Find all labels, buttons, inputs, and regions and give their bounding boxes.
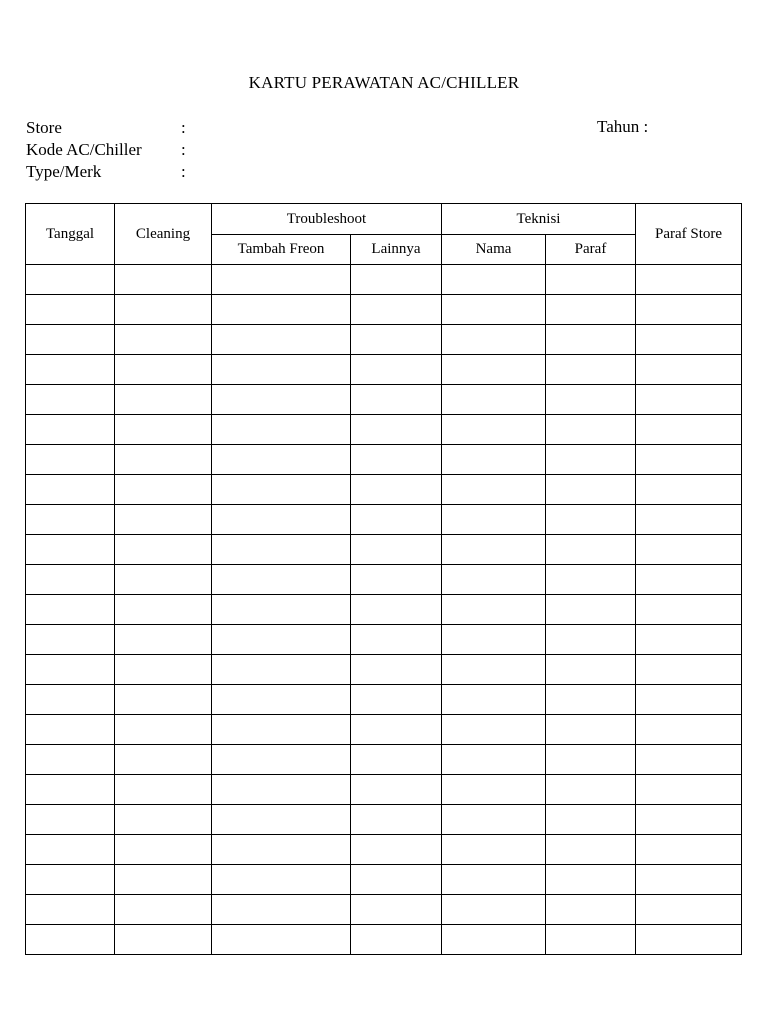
cell-nama[interactable] <box>442 385 546 415</box>
cell-tanggal[interactable] <box>26 805 115 835</box>
cell-lainnya[interactable] <box>351 745 442 775</box>
cell-paraf[interactable] <box>546 535 636 565</box>
cell-tambah-freon[interactable] <box>212 625 351 655</box>
cell-paraf-store[interactable] <box>636 925 742 955</box>
cell-cleaning[interactable] <box>115 595 212 625</box>
table-row <box>26 835 742 865</box>
cell-paraf[interactable] <box>546 505 636 535</box>
cell-tambah-freon[interactable] <box>212 385 351 415</box>
header-lainnya: Lainnya <box>351 235 442 265</box>
cell-nama[interactable] <box>442 595 546 625</box>
cell-tanggal[interactable] <box>26 925 115 955</box>
cell-paraf[interactable] <box>546 775 636 805</box>
cell-tambah-freon[interactable] <box>212 505 351 535</box>
cell-lainnya[interactable] <box>351 895 442 925</box>
cell-tambah-freon[interactable] <box>212 745 351 775</box>
header-troubleshoot: Troubleshoot <box>212 204 442 235</box>
cell-lainnya[interactable] <box>351 625 442 655</box>
field-colon: : <box>181 162 186 181</box>
cell-tanggal[interactable] <box>26 715 115 745</box>
cell-paraf[interactable] <box>546 805 636 835</box>
cell-lainnya[interactable] <box>351 715 442 745</box>
cell-nama[interactable] <box>442 805 546 835</box>
table-row <box>26 865 742 895</box>
cell-paraf-store[interactable] <box>636 265 742 295</box>
cell-lainnya[interactable] <box>351 505 442 535</box>
cell-lainnya[interactable] <box>351 865 442 895</box>
cell-cleaning[interactable] <box>115 925 212 955</box>
table-row <box>26 535 742 565</box>
cell-paraf-store[interactable] <box>636 295 742 325</box>
cell-nama[interactable] <box>442 685 546 715</box>
cell-cleaning[interactable] <box>115 475 212 505</box>
cell-nama[interactable] <box>442 535 546 565</box>
cell-tanggal[interactable] <box>26 505 115 535</box>
cell-nama[interactable] <box>442 865 546 895</box>
cell-paraf-store[interactable] <box>636 505 742 535</box>
cell-paraf[interactable] <box>546 445 636 475</box>
cell-cleaning[interactable] <box>115 265 212 295</box>
cell-paraf-store[interactable] <box>636 325 742 355</box>
cell-nama[interactable] <box>442 355 546 385</box>
header-teknisi: Teknisi <box>442 204 636 235</box>
cell-lainnya[interactable] <box>351 355 442 385</box>
cell-lainnya[interactable] <box>351 775 442 805</box>
cell-nama[interactable] <box>442 505 546 535</box>
table-row <box>26 325 742 355</box>
header-paraf-store: Paraf Store <box>636 204 742 265</box>
cell-paraf-store[interactable] <box>636 385 742 415</box>
cell-tambah-freon[interactable] <box>212 865 351 895</box>
cell-lainnya[interactable] <box>351 655 442 685</box>
cell-tanggal[interactable] <box>26 895 115 925</box>
cell-tanggal[interactable] <box>26 325 115 355</box>
cell-tanggal[interactable] <box>26 865 115 895</box>
cell-paraf-store[interactable] <box>636 835 742 865</box>
cell-cleaning[interactable] <box>115 715 212 745</box>
cell-cleaning[interactable] <box>115 805 212 835</box>
cell-tanggal[interactable] <box>26 655 115 685</box>
table-row <box>26 445 742 475</box>
table-row <box>26 745 742 775</box>
cell-lainnya[interactable] <box>351 565 442 595</box>
cell-tambah-freon[interactable] <box>212 415 351 445</box>
cell-cleaning[interactable] <box>115 865 212 895</box>
table-row <box>26 475 742 505</box>
field-label: Kode AC/Chiller <box>26 140 142 159</box>
cell-nama[interactable] <box>442 565 546 595</box>
cell-lainnya[interactable] <box>351 475 442 505</box>
field-tahun: Tahun : <box>597 117 649 136</box>
cell-paraf-store[interactable] <box>636 475 742 505</box>
cell-paraf[interactable] <box>546 745 636 775</box>
cell-tambah-freon[interactable] <box>212 805 351 835</box>
cell-tambah-freon[interactable] <box>212 895 351 925</box>
cell-tambah-freon[interactable] <box>212 595 351 625</box>
cell-paraf[interactable] <box>546 655 636 685</box>
cell-paraf-store[interactable] <box>636 895 742 925</box>
cell-paraf[interactable] <box>546 265 636 295</box>
table-row <box>26 355 742 385</box>
table-row <box>26 385 742 415</box>
cell-paraf[interactable] <box>546 715 636 745</box>
cell-cleaning[interactable] <box>115 895 212 925</box>
cell-nama[interactable] <box>442 295 546 325</box>
cell-tanggal[interactable] <box>26 685 115 715</box>
cell-tambah-freon[interactable] <box>212 655 351 685</box>
header-cleaning: Cleaning <box>115 204 212 265</box>
cell-tambah-freon[interactable] <box>212 475 351 505</box>
field-colon: : <box>181 118 186 137</box>
cell-nama[interactable] <box>442 895 546 925</box>
cell-nama[interactable] <box>442 925 546 955</box>
cell-nama[interactable] <box>442 475 546 505</box>
cell-cleaning[interactable] <box>115 745 212 775</box>
table-row <box>26 595 742 625</box>
cell-paraf-store[interactable] <box>636 415 742 445</box>
cell-lainnya[interactable] <box>351 925 442 955</box>
header-nama: Nama <box>442 235 546 265</box>
cell-tanggal[interactable] <box>26 415 115 445</box>
cell-paraf-store[interactable] <box>636 655 742 685</box>
cell-cleaning[interactable] <box>115 505 212 535</box>
cell-paraf[interactable] <box>546 295 636 325</box>
cell-paraf-store[interactable] <box>636 625 742 655</box>
cell-tanggal[interactable] <box>26 775 115 805</box>
cell-nama[interactable] <box>442 715 546 745</box>
cell-lainnya[interactable] <box>351 685 442 715</box>
cell-nama[interactable] <box>442 835 546 865</box>
header-paraf: Paraf <box>546 235 636 265</box>
table-row <box>26 685 742 715</box>
cell-tambah-freon[interactable] <box>212 925 351 955</box>
cell-nama[interactable] <box>442 745 546 775</box>
cell-tambah-freon[interactable] <box>212 775 351 805</box>
cell-nama[interactable] <box>442 265 546 295</box>
cell-tanggal[interactable] <box>26 745 115 775</box>
table-row <box>26 415 742 445</box>
field-label: Type/Merk <box>26 162 102 181</box>
cell-tambah-freon[interactable] <box>212 295 351 325</box>
cell-lainnya[interactable] <box>351 415 442 445</box>
cell-cleaning[interactable] <box>115 565 212 595</box>
cell-lainnya[interactable] <box>351 295 442 325</box>
cell-tanggal[interactable] <box>26 265 115 295</box>
cell-lainnya[interactable] <box>351 325 442 355</box>
maintenance-table <box>25 203 742 955</box>
cell-tambah-freon[interactable] <box>212 445 351 475</box>
cell-paraf-store[interactable] <box>636 865 742 895</box>
cell-paraf-store[interactable] <box>636 745 742 775</box>
cell-paraf-store[interactable] <box>636 535 742 565</box>
cell-tanggal[interactable] <box>26 475 115 505</box>
cell-tambah-freon[interactable] <box>212 835 351 865</box>
cell-nama[interactable] <box>442 775 546 805</box>
cell-tambah-freon[interactable] <box>212 535 351 565</box>
cell-paraf-store[interactable] <box>636 355 742 385</box>
cell-cleaning[interactable] <box>115 295 212 325</box>
cell-lainnya[interactable] <box>351 595 442 625</box>
cell-nama[interactable] <box>442 445 546 475</box>
table-row <box>26 895 742 925</box>
cell-lainnya[interactable] <box>351 265 442 295</box>
cell-paraf[interactable] <box>546 475 636 505</box>
cell-paraf-store[interactable] <box>636 775 742 805</box>
cell-paraf-store[interactable] <box>636 805 742 835</box>
cell-cleaning[interactable] <box>115 355 212 385</box>
cell-paraf[interactable] <box>546 415 636 445</box>
cell-cleaning[interactable] <box>115 445 212 475</box>
cell-paraf[interactable] <box>546 685 636 715</box>
cell-tanggal[interactable] <box>26 565 115 595</box>
table-row <box>26 655 742 685</box>
cell-tanggal[interactable] <box>26 625 115 655</box>
cell-paraf[interactable] <box>546 625 636 655</box>
cell-tambah-freon[interactable] <box>212 565 351 595</box>
table-row <box>26 775 742 805</box>
cell-paraf[interactable] <box>546 595 636 625</box>
table-row <box>26 295 742 325</box>
cell-tanggal[interactable] <box>26 295 115 325</box>
cell-tanggal[interactable] <box>26 835 115 865</box>
cell-cleaning[interactable] <box>115 625 212 655</box>
header-tambah-freon: Tambah Freon <box>212 235 351 265</box>
cell-paraf-store[interactable] <box>636 595 742 625</box>
cell-lainnya[interactable] <box>351 445 442 475</box>
table-row <box>26 505 742 535</box>
cell-tanggal[interactable] <box>26 535 115 565</box>
cell-cleaning[interactable] <box>115 775 212 805</box>
table-row <box>26 925 742 955</box>
cell-paraf[interactable] <box>546 925 636 955</box>
table-row <box>26 265 742 295</box>
cell-nama[interactable] <box>442 655 546 685</box>
cell-lainnya[interactable] <box>351 535 442 565</box>
cell-tanggal[interactable] <box>26 595 115 625</box>
cell-tanggal[interactable] <box>26 355 115 385</box>
cell-cleaning[interactable] <box>115 655 212 685</box>
cell-tambah-freon[interactable] <box>212 355 351 385</box>
cell-paraf[interactable] <box>546 325 636 355</box>
field-label: Store <box>26 118 62 137</box>
field-colon: : <box>181 140 186 159</box>
cell-tambah-freon[interactable] <box>212 715 351 745</box>
cell-paraf[interactable] <box>546 565 636 595</box>
header-tanggal: Tanggal <box>26 204 115 265</box>
cell-cleaning[interactable] <box>115 835 212 865</box>
cell-tambah-freon[interactable] <box>212 265 351 295</box>
cell-paraf[interactable] <box>546 385 636 415</box>
cell-cleaning[interactable] <box>115 325 212 355</box>
cell-lainnya[interactable] <box>351 385 442 415</box>
document-title: KARTU PERAWATAN AC/CHILLER <box>248 73 520 92</box>
cell-paraf[interactable] <box>546 895 636 925</box>
cell-cleaning[interactable] <box>115 535 212 565</box>
cell-nama[interactable] <box>442 415 546 445</box>
cell-cleaning[interactable] <box>115 415 212 445</box>
cell-paraf[interactable] <box>546 865 636 895</box>
cell-paraf-store[interactable] <box>636 685 742 715</box>
table-row <box>26 715 742 745</box>
cell-paraf-store[interactable] <box>636 715 742 745</box>
cell-lainnya[interactable] <box>351 805 442 835</box>
table-row <box>26 625 742 655</box>
cell-paraf-store[interactable] <box>636 445 742 475</box>
cell-nama[interactable] <box>442 625 546 655</box>
cell-cleaning[interactable] <box>115 385 212 415</box>
cell-tanggal[interactable] <box>26 445 115 475</box>
cell-tambah-freon[interactable] <box>212 685 351 715</box>
cell-paraf[interactable] <box>546 355 636 385</box>
cell-nama[interactable] <box>442 325 546 355</box>
table-row <box>26 805 742 835</box>
cell-cleaning[interactable] <box>115 685 212 715</box>
cell-lainnya[interactable] <box>351 835 442 865</box>
cell-tanggal[interactable] <box>26 385 115 415</box>
cell-paraf[interactable] <box>546 835 636 865</box>
table-body <box>26 265 742 955</box>
table-row <box>26 565 742 595</box>
cell-tambah-freon[interactable] <box>212 325 351 355</box>
cell-paraf-store[interactable] <box>636 565 742 595</box>
